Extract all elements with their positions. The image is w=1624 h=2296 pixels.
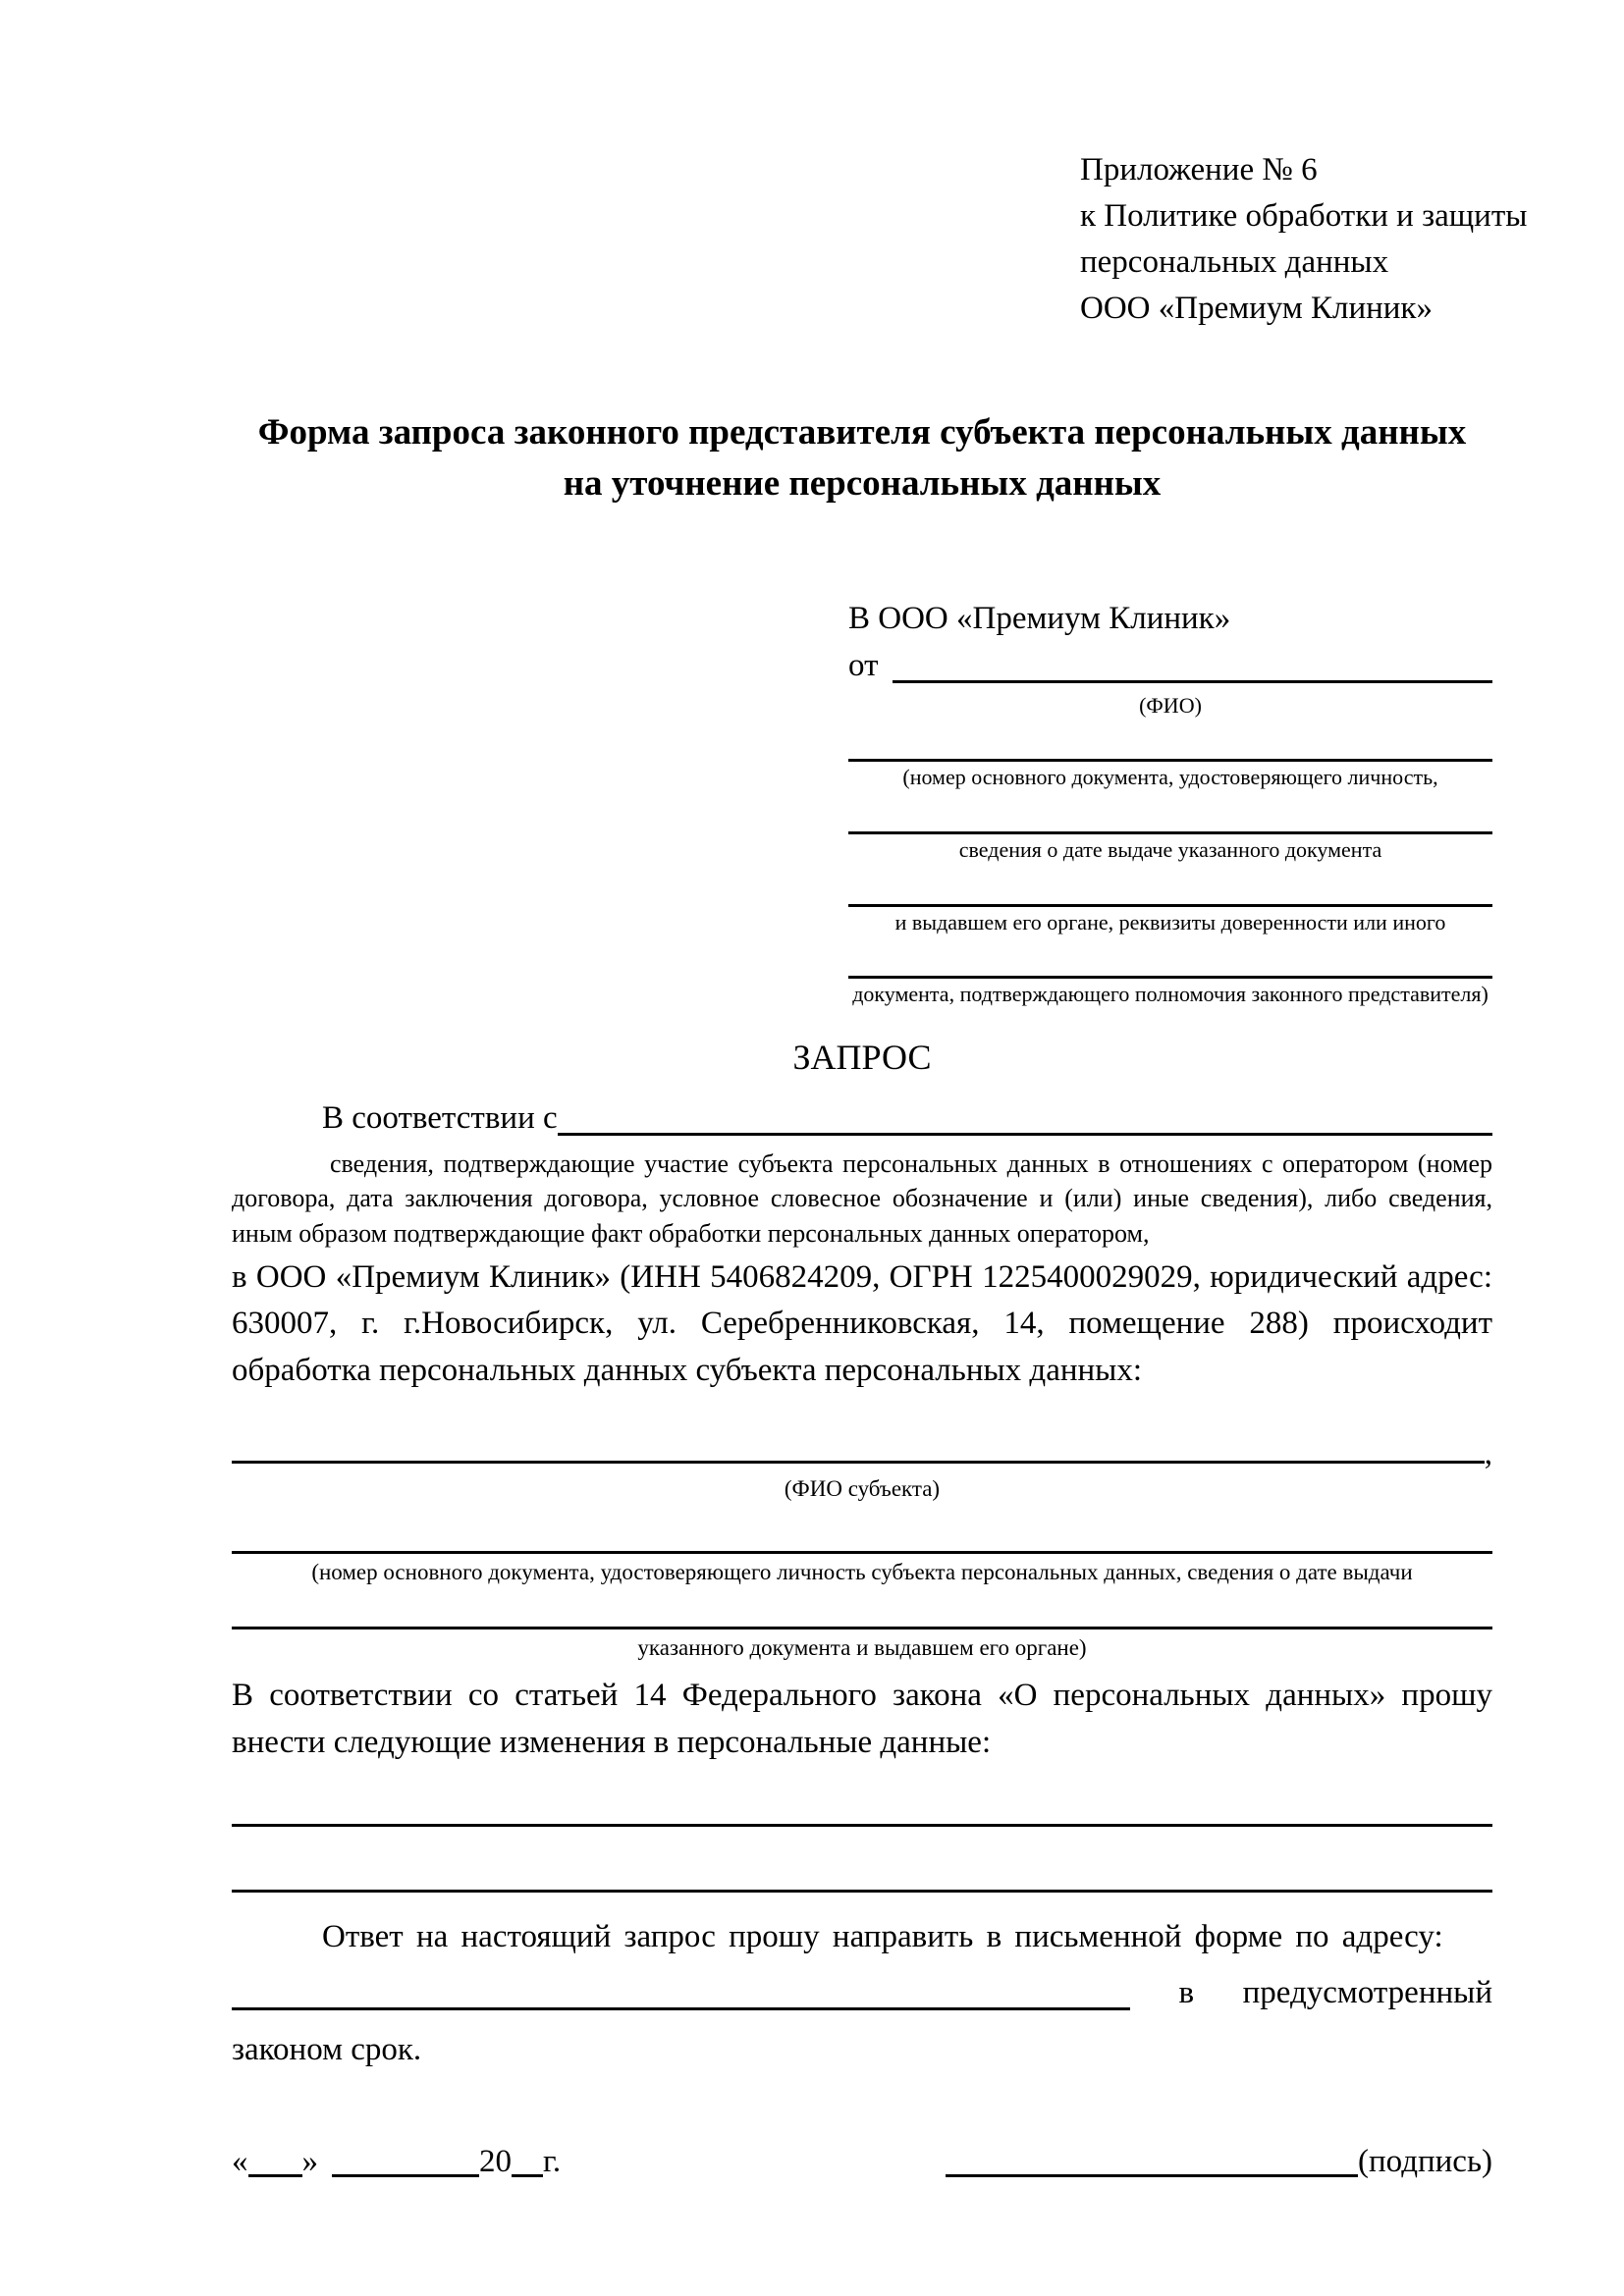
addressee-organization: В ООО «Премиум Клиник» <box>848 601 1231 637</box>
intro-row <box>232 1095 1492 1143</box>
signature-group <box>946 2139 1492 2184</box>
answer-tail: законом срок. <box>232 2032 422 2068</box>
field-line <box>848 976 1492 979</box>
field-caption: документа, подтверждающего полномочия законного представителя) <box>852 982 1489 1007</box>
subject-line-comma: , <box>1484 1436 1492 1472</box>
address-field-line <box>232 2007 1130 2010</box>
answer-paragraph: Ответ на настоящий запрос прошу направить в письменной форме по адресу: <box>322 1918 1443 1954</box>
appendix-line: Приложение № 6 <box>1080 152 1318 187</box>
answer-right-word: предусмотренный <box>1242 1975 1492 2011</box>
fio-caption: (ФИО) <box>1139 692 1202 718</box>
field-line <box>848 904 1492 907</box>
date-group <box>232 2139 561 2184</box>
date-month-line <box>332 2174 479 2177</box>
from-row <box>848 643 1492 690</box>
date-close-quote: » <box>301 2144 318 2180</box>
subject-fio-line <box>232 1461 1485 1464</box>
date-year-prefix: 20 <box>479 2144 512 2180</box>
request-heading: ЗАПРОС <box>792 1037 932 1077</box>
intro-label: В соответствии с <box>322 1100 558 1137</box>
subject-doc-line <box>232 1627 1492 1629</box>
signature-caption: (подпись) <box>1358 2144 1492 2180</box>
subject-doc-caption-1: (номер основного документа, удостоверяющего личность субъекта персональных данных, сведения о дате выдачи <box>311 1560 1413 1585</box>
from-label: от <box>848 647 879 683</box>
field-caption: (номер основного документа, удостоверяющего личность, <box>902 765 1438 790</box>
operator-paragraph: в ООО «Премиум Клиник» (ИНН 5406824209, ОГРН 1225400029029, юридический адрес: 630007, г. г.Новосибирск, ул. Серебренниковская, 14, помещение 288) происходит обработка персональных данных субъекта персональных данных: <box>232 1258 1492 1389</box>
appendix-line: ООО «Премиум Клиник» <box>1080 290 1433 326</box>
intro-footnote: сведения, подтверждающие участие субъекта персональных данных в отношениях с оператором (номер договора, дата заключения договора, условное словесное обозначение и (или) иные сведения), либо сведения, иным образом подтверждающие факт обработки персональных данных оператором, <box>232 1149 1492 1248</box>
changes-field-line <box>232 1890 1492 1893</box>
basis-field-line <box>558 1133 1492 1136</box>
field-caption: сведения о дате выдаче указанного документа <box>958 836 1382 862</box>
document-field-group <box>848 759 1492 792</box>
answer-address-row <box>232 1970 1492 2017</box>
document-field-group <box>848 904 1492 937</box>
signature-line <box>946 2174 1358 2177</box>
changes-field-line <box>232 1824 1492 1827</box>
document-field-group <box>848 831 1492 865</box>
subject-fio-caption: (ФИО субъекта) <box>784 1476 941 1502</box>
appendix-line: персональных данных <box>1080 243 1389 280</box>
date-year-suffix: г. <box>543 2144 562 2180</box>
subject-doc-line <box>232 1551 1492 1554</box>
subject-fio-row <box>232 1438 1492 1470</box>
document-field-group <box>848 976 1492 1009</box>
date-open-quote: « <box>232 2144 248 2180</box>
date-day-line <box>248 2174 302 2177</box>
subject-doc-caption-2: указанного документа и выдавшем его органе) <box>637 1634 1087 1660</box>
addressee-block <box>848 596 1492 1009</box>
answer-middle-word: в <box>1178 1975 1195 2011</box>
form-title-line: Форма запроса законного представителя субъекта персональных данных <box>257 412 1467 454</box>
fio-field-line <box>893 680 1493 683</box>
law-paragraph: В соответствии со статьей 14 Федерального закона «О персональных данных» прошу внести следующие изменения в персональные данные: <box>232 1677 1492 1760</box>
form-title <box>232 407 1492 509</box>
date-year-line <box>512 2174 543 2177</box>
field-caption: и выдавшем его органе, реквизиты доверенности или иного <box>894 909 1446 934</box>
appendix-header <box>1080 147 1528 331</box>
appendix-line: к Политике обработки и защиты <box>1080 197 1528 234</box>
subject-doc-group <box>232 1627 1492 1663</box>
form-title-line: на уточнение персональных данных <box>563 463 1162 505</box>
subject-doc-group <box>232 1551 1492 1587</box>
signature-row <box>232 2139 1492 2184</box>
field-line <box>848 831 1492 834</box>
field-line <box>848 759 1492 762</box>
